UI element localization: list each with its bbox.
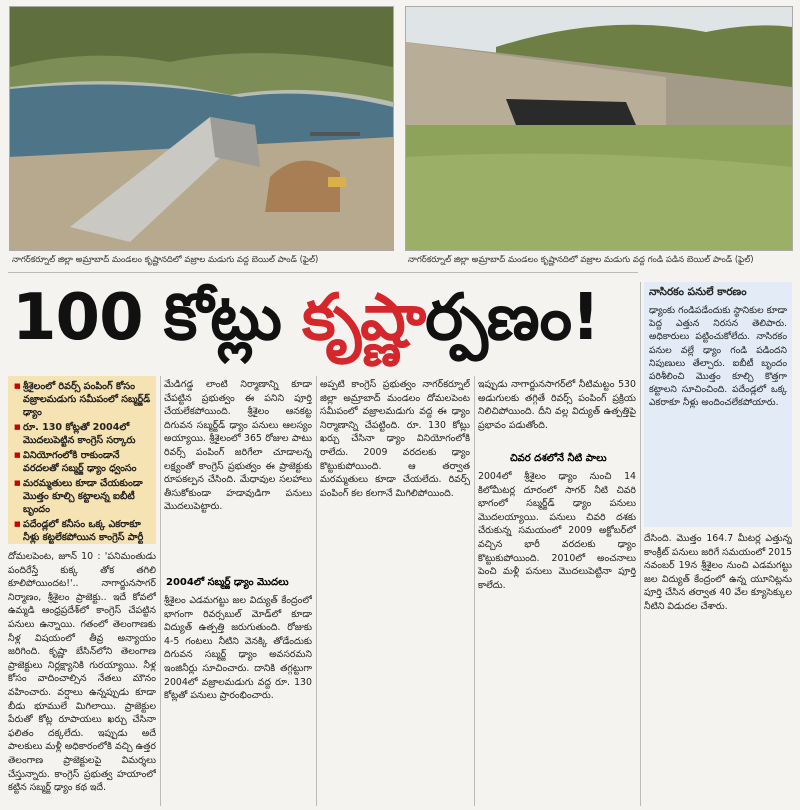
photo-caption-right: నాగర్‌కర్నూల్ జిల్లా అమ్రాబాద్ మండలం కృష్ణానదిలో వజ్రాల మడుగు వద్ద గండి పడిన బెయిల్ పాండ్ (ఫైల్) xyxy=(408,255,754,265)
article-column-3: అప్పటి కాంగ్రెస్ ప్రభుత్వం నాగర్‌కర్నూల్ జిల్లా అమ్రాబాద్ మండలం దోమలపెంట సమీపంలో వజ్రాలమడుగు వద్ద ఈ ఢ్యాం నిర్మాణాన్ని చేపట్టింది. రూ. 130 కోట్లు ఖర్చు చేసినా ఢ్యాం వినియోగంలోకి రాలేదు. 2009 వరదలకు ఢ్యాం కొట్టుకుపోయింది. ఆ తర్వాత మరమ్మతులు కూడా చేయలేదు. రివర్స్ పంపింగ్ కల కలగానే మిగిలిపోయింది. xyxy=(320,379,470,499)
article-column-4: ఇప్పుడు నాగార్జునసాగర్‌లో నీటిమట్టం 530 అడుగులకు తగ్గితే రివర్స్ పంపింగ్ ప్రక్రియ నిలిచిపోయింది. దీని వల్ల విద్యుత్ ఉత్పత్తిపై ప్రభావం పడుతోంది. xyxy=(478,379,636,431)
highlight-item: ■ రూ. 130 కోట్లతో 2004లో మొదలుపెట్టిన కాంగ్రెస్ సర్కారు xyxy=(14,421,152,447)
column-divider xyxy=(316,376,317,806)
side-box-title: నాసిరకం పనులే కారణం xyxy=(649,286,747,298)
headline-part-1: 100 కోట్లు xyxy=(12,281,303,355)
column-divider xyxy=(640,282,641,806)
highlight-item: ■ పదేండ్లలో కనీసం ఒక్క ఎకరాకూ నీళ్లు కట్టలేకపోయిన కాంగ్రెస్ పార్టీ xyxy=(14,518,152,544)
headline-part-2: కృష్ణా xyxy=(302,281,426,355)
article-column-2: మేడిగడ్డ లాంటి నిర్మాణాన్ని కూడా చేపట్టిన ప్రభుత్వం ఈ పనిని పూర్తి చేయలేకపోయింది. శ్రీశైలం ఆనకట్ట దిగువన సబ్మర్జ్‌డ్ ఢ్యాం పనులు ఆలస్యం అయ్యాయి. శ్రీశైలంలో 365 రోజుల పాటు రివర్స్ పంపింగ్ జరిగేలా చూడాలన్న లక్ష్యంతో కాంగ్రెస్ ప్రభుత్వం ఈ ప్రాజెక్టుకు రూపకల్పన చేసింది. మేధావుల సలహాలు తీసుకోకుండా హడావుడిగా పనులు మొదలుపెట్టారు. xyxy=(164,379,312,513)
highlights-box xyxy=(8,376,156,544)
divider xyxy=(8,272,638,273)
side-box xyxy=(644,282,792,527)
sub-heading: 2004లో సబ్మర్జ్ ఢ్యాం మొదలు xyxy=(166,577,289,588)
article-column-5: దేసింది. మొత్తం 164.7 మీటర్ల ఎత్తున్న కాంక్రీట్ పనులు జరిగే సమయంలో 2015 నవంబర్ 19న శ్రీశైలం నుంచి ఎడమగట్టు జల విద్యుత్ కేంద్రంలో ఉన్న యూనిట్లను పూర్తి చేసిన తర్వాత 40 వేల క్యూసెక్కుల నీటిని విడుదల చేశారు. xyxy=(644,533,792,612)
column-divider xyxy=(160,376,161,806)
highlight-item: ■ శ్రీశైలంలో రివర్స్ పంపింగ్ కోసం వజ్రాలమడుగు సమీపంలో సబ్మర్జ్‌డ్ ఢ్యాం xyxy=(14,380,152,419)
photo-bail-pond-left xyxy=(9,6,394,251)
article-column-2b: శ్రీశైలం ఎడమగట్టు జల విద్యుత్ కేంద్రంలో భాగంగా రివర్సబుల్ మోడ్‌లో కూడా విద్యుత్ ఉత్పత్తి జరుగుతుంది. రోజుకు 4-5 గంటలు నీటిని వెనక్కి తోడేందుకు దిగువన సబ్మర్జ్ ఢ్యాం అవసరమని ఇంజినీర్లు సూచించారు. దానికి తగ్గట్టుగా 2004లో వజ్రాలమడుగు వద్ద రూ. 130 కోట్లతో పనులు ప్రారంభించారు. xyxy=(164,595,312,702)
highlight-item: ■ మరమ్మతులు కూడా చేయకుండా మొత్తం కూల్చి కట్టాలన్న ఐబీటీ బృందం xyxy=(14,477,152,516)
photo-caption-left: నాగర్‌కర్నూల్ జిల్లా అమ్రాబాద్ మండలం కృష్ణానదిలో వజ్రాల మడుగు వద్ద బెయిల్ పాండ్ (ఫైల్) xyxy=(12,255,319,265)
highlight-item: ■ వినియోగంలోకి రాకుండానే వరదలతో సబ్మర్జ్ ఢ్యాం ధ్వంసం xyxy=(14,449,152,475)
article-column-4b: 2004లో శ్రీశైలం ఢ్యాం నుంచి 14 కిలోమీటర్ల దూరంలో సాగర్ నీటి చివరి భాగంలో సబ్మర్జ్‌డ్ ఢ్యాం పనులు మొదలయ్యాయి. పనులు చివరి దశకు చేరుకున్న సమయంలో 2009 అక్టోబర్‌లో వచ్చిన భారీ వరదలకు ఢ్యాం కొట్టుకుపోయింది. 2010లో అంచనాలు పెంచి మళ్లీ పనులు మొదలుపెట్టినా పూర్తి కాలేదు. xyxy=(478,471,636,591)
headline-part-3: ర్పణం! xyxy=(425,281,600,355)
article-column-1: దోమలపెంట, జూన్ 10 : 'పనిమంతుడు పందిరేస్తే కుక్క తోక తగిలి కూలిపోయిందట!'.. నాగార్జునసాగర్ నిర్మాణం, శ్రీశైలం ప్రాజెక్టు.. ఇదే కోవలో ఉమ్మడి ఆంధ్రప్రదేశ్‌లో కాంగ్రెస్ చేపట్టిన పనులు ఉన్నాయి. గతంలో తెలంగాణకు నీళ్ల విషయంలో తీవ్ర అన్యాయం జరిగింది. కృష్ణా బేసిన్‌లోని తెలంగాణ ప్రాజెక్టులు నిర్లక్ష్యానికి గురయ్యాయి. నీళ్ల కోసం వాదించాల్సిన నేతలు మౌనం వహించారు. వర్షాలు ఉన్నప్పుడు కూడా బీడు భూములే మిగిలాయి. ప్రాజెక్టుల పేరుతో కోట్ల రూపాయలు ఖర్చు చేసినా ఫలితం దక్కలేదు. ఇప్పుడు అదే పాలకులు మళ్లీ అధికారంలోకి వచ్చి ఉత్తర తెలంగాణ ప్రాజెక్టులపై విమర్శలు చేస్తున్నారు. కాంగ్రెస్ ప్రభుత్వ హయాంలో కట్టిన సబ్మర్జ్ ఢ్యాం కథ ఇదే. xyxy=(8,551,156,794)
side-box-body: ఢ్యాంకు గండిపడేందుకు స్థానికుల కూడా పెద్ద ఎత్తున నిరసన తెలిపారు. అధికారులు పట్టించుకోలేదు. నాసిరకం పనుల వల్లే ఢ్యాం గండి పడిందని నిపుణులు తేల్చారు. ఐబీటీ బృందం పరిశీలించి మొత్తం కూల్చి కొత్తగా కట్టాలని సూచించింది. పదేండ్లలో ఒక్క ఎకరాకూ నీళ్లు అందించలేకపోయారు. xyxy=(649,305,787,409)
sub-heading-2: చివర దశలోనే నీటి పాలు xyxy=(510,453,607,464)
column-divider xyxy=(474,376,475,806)
photo-breached-bail-pond-right xyxy=(405,6,793,251)
page-title xyxy=(12,282,599,354)
